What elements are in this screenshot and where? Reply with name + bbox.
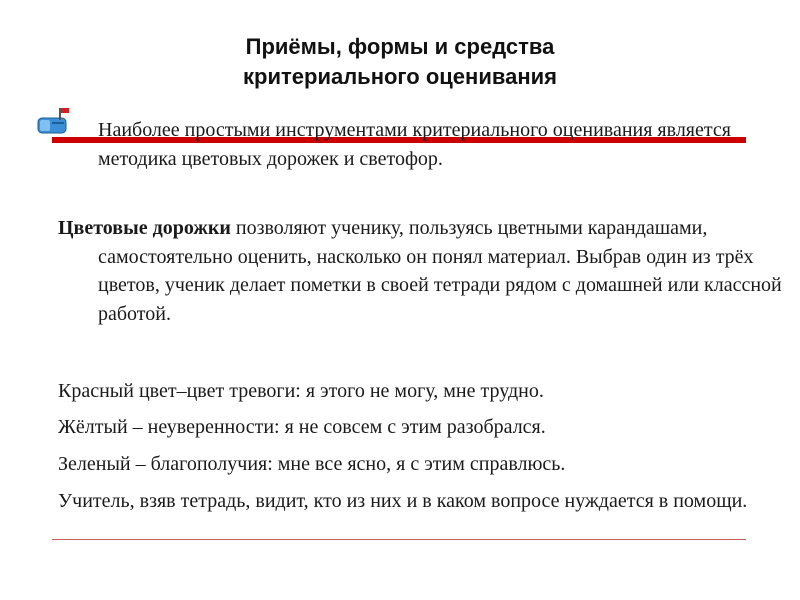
slide-title-line-1: Приёмы, формы и средства	[245, 34, 555, 59]
slide-title-line-2: критериального оценивания	[243, 64, 557, 89]
color-tracks-text: позволяют ученику, пользуясь цветными карандашами, самостоятельно оценить, насколько он понял материал. Выбрав один из трёх цветов, ученик делает пометки в своей тетради рядом с домашней или классной работой.	[98, 217, 782, 325]
slide-title	[0, 32, 800, 92]
intro-paragraph: Наиболее простыми инструментами критериального оценивания является методика цветовых дорожек и светофор.	[98, 119, 731, 170]
green-color-line: Зеленый – благополучия: мне все ясно, я с этим справлюсь.	[58, 453, 566, 475]
red-color-line: Красный цвет–цвет тревоги: я этого не могу, мне трудно.	[58, 380, 544, 402]
color-tracks-paragraph	[58, 214, 788, 328]
bottom-rule	[52, 539, 746, 540]
teacher-paragraph: Учитель, взяв тетрадь, видит, кто из них и в каком вопросе нуждается в помощи.	[58, 490, 748, 512]
yellow-color-line: Жёлтый – неуверенности: я не совсем с этим разобрался.	[58, 416, 546, 438]
mailbox-icon	[37, 108, 71, 138]
color-tracks-term: Цветовые дорожки	[58, 217, 231, 239]
